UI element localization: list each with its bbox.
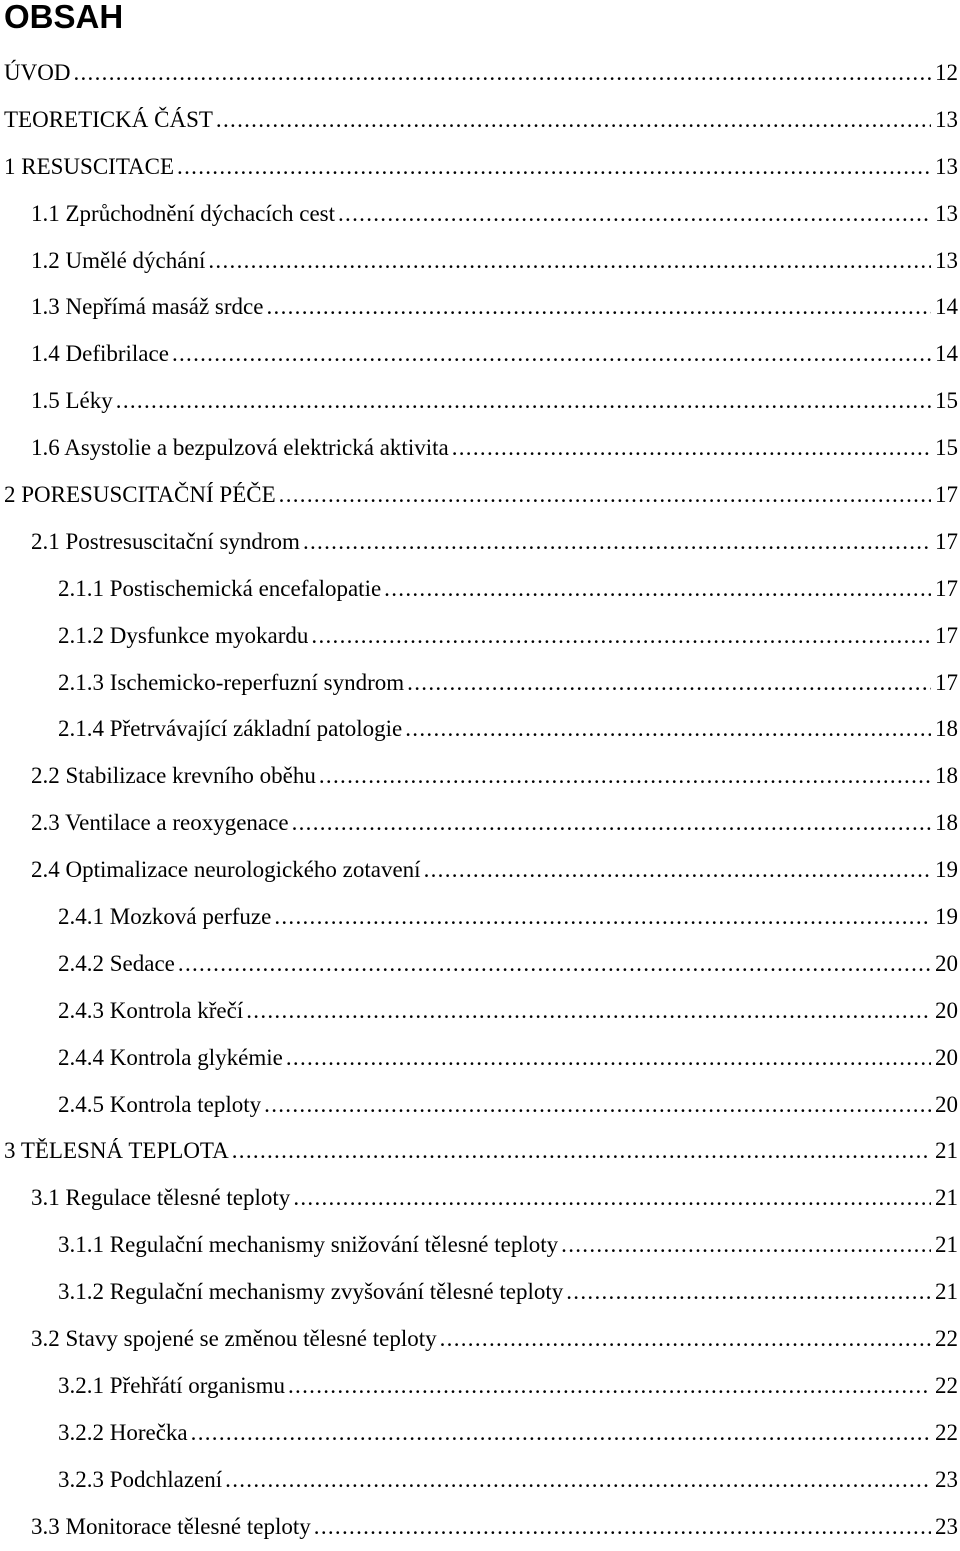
toc-entry-page-number: 22 [935,1372,958,1398]
toc-entry[interactable] [0,378,960,425]
dot-leader [178,950,931,978]
toc-entry[interactable] [0,238,960,285]
toc-entry-page-number: 18 [935,716,958,742]
toc-entry-title: 3 TĚLESNÁ TEPLOTA [4,1138,229,1164]
toc-entry-title: 3.2.2 Horečka [58,1419,188,1445]
dot-leader [384,575,931,603]
toc-entry[interactable] [0,425,960,472]
toc-entry-title: 1.4 Defibrilace [31,341,169,367]
toc-entry-title: 3.1.1 Regulační mechanismy snižování tělesné teploty [58,1232,559,1258]
toc-entry-title: 2.4.3 Kontrola křečí [58,997,244,1023]
toc-entry[interactable] [0,1363,960,1410]
dot-leader [561,1231,931,1259]
toc-entry[interactable] [0,50,960,97]
toc-entry[interactable] [0,1175,960,1222]
toc-entry-title: 3.2.1 Přehřátí organismu [58,1372,285,1398]
dot-leader [246,997,931,1025]
toc-entry[interactable] [0,706,960,753]
toc-entry-title: 1 RESUSCITACE [4,153,175,179]
dot-leader [424,856,931,884]
toc-entry-title: 2.1 Postresuscitační syndrom [31,528,300,554]
toc-entry-title: 3.2.3 Podchlazení [58,1466,223,1492]
toc-entry[interactable] [0,284,960,331]
toc-entry[interactable] [0,894,960,941]
toc-entry-page-number: 21 [935,1138,958,1164]
dot-leader [225,1466,931,1494]
toc-entry[interactable] [0,566,960,613]
dot-leader [191,1419,931,1447]
toc-entry[interactable] [0,331,960,378]
dot-leader [286,1044,931,1072]
toc-entry-page-number: 17 [935,669,958,695]
toc-entry-title: 1.6 Asystolie a bezpulzová elektrická aktivita [31,435,449,461]
toc-entry[interactable] [0,472,960,519]
dot-leader [279,481,931,509]
dot-leader [319,762,931,790]
toc-entry-title: 3.1 Regulace tělesné teploty [31,1185,291,1211]
toc-entry-title: 3.3 Monitorace tělesné teploty [31,1513,311,1539]
toc-entry-page-number: 19 [935,904,958,930]
dot-leader [73,59,931,87]
toc-entry-page-number: 17 [935,528,958,554]
dot-leader [452,434,931,462]
dot-leader [208,247,931,275]
toc-entry[interactable] [0,1128,960,1175]
toc-entry-page-number: 23 [935,1513,958,1539]
toc-entry-page-number: 20 [935,1044,958,1070]
toc-entry[interactable] [0,1222,960,1269]
dot-leader [407,669,931,697]
toc-entry[interactable] [0,97,960,144]
dot-leader [177,153,931,181]
toc-entry-page-number: 20 [935,950,958,976]
toc-entry-title: 2.4.4 Kontrola glykémie [58,1044,283,1070]
dot-leader [216,106,931,134]
toc-entry[interactable] [0,660,960,707]
toc-entry-page-number: 23 [935,1466,958,1492]
toc-entry-page-number: 13 [935,106,958,132]
toc-entry[interactable] [0,1269,960,1316]
dot-leader [440,1325,931,1353]
toc-entry-title: 2.4.5 Kontrola teploty [58,1091,262,1117]
toc-entry-page-number: 21 [935,1185,958,1211]
toc-entry-title: 2.4.2 Sedace [58,950,175,976]
toc-entry-page-number: 15 [935,388,958,414]
dot-leader [274,903,931,931]
toc-entry-title: 2.1.1 Postischemická encefalopatie [58,575,382,601]
toc-entry[interactable] [0,1504,960,1551]
dot-leader [116,387,931,415]
toc-entry-page-number: 18 [935,763,958,789]
toc-entry[interactable] [0,613,960,660]
toc-entry[interactable] [0,753,960,800]
toc-entry-title: 3.1.2 Regulační mechanismy zvyšování tělesné teploty [58,1279,564,1305]
toc-entry-title: ÚVOD [4,60,71,85]
dot-leader [172,340,931,368]
dot-leader [311,622,931,650]
toc-entry-page-number: 17 [935,482,958,508]
toc-entry-title: 3.2 Stavy spojené se změnou tělesné teploty [31,1326,437,1352]
toc-entry-page-number: 14 [935,341,958,367]
toc-entry-page-number: 22 [935,1419,958,1445]
toc-entry[interactable] [0,1457,960,1504]
toc-entry-page-number: 19 [935,857,958,883]
toc-entry-title: 1.1 Zprůchodnění dýchacích cest [31,200,335,226]
dot-leader [266,293,931,321]
toc-entry-page-number: 18 [935,810,958,836]
page-title: OBSAH [4,0,124,35]
dot-leader [405,715,931,743]
toc-entry-page-number: 20 [935,1091,958,1117]
toc-entry-page-number: 13 [935,200,958,226]
dot-leader [264,1091,931,1119]
dot-leader [292,809,931,837]
toc-entry[interactable] [0,1316,960,1363]
toc-entry-page-number: 17 [935,622,958,648]
toc-entry[interactable] [0,519,960,566]
toc-entry-page-number: 13 [935,153,958,179]
toc-entry-title: 1.3 Nepřímá masáž srdce [31,294,264,320]
dot-leader [566,1278,931,1306]
toc-entry[interactable] [0,800,960,847]
toc-entry-title: 1.5 Léky [31,388,113,414]
toc-entry-title: 1.2 Umělé dýchání [31,247,206,273]
toc-entry[interactable] [0,988,960,1035]
toc-entry-page-number: 13 [935,247,958,273]
toc-entry-title: 2.4.1 Mozková perfuze [58,904,272,930]
toc-entry[interactable] [0,144,960,191]
toc-entry[interactable] [0,1035,960,1082]
toc-entry[interactable] [0,191,960,238]
toc-entry-page-number: 21 [935,1279,958,1305]
dot-leader [303,528,931,556]
toc-entry-title: 2 PORESUSCITAČNÍ PÉČE [4,482,276,508]
table-of-contents [0,50,960,1551]
toc-entry-page-number: 22 [935,1326,958,1352]
dot-leader [232,1137,931,1165]
toc-entry-title: 2.2 Stabilizace krevního oběhu [31,763,316,789]
toc-entry-title: 2.4 Optimalizace neurologického zotavení [31,857,421,883]
toc-entry[interactable] [0,941,960,988]
toc-entry[interactable] [0,847,960,894]
dot-leader [293,1184,931,1212]
toc-entry[interactable] [0,1082,960,1129]
toc-entry-title: TEORETICKÁ ČÁST [4,106,213,132]
toc-entry-page-number: 20 [935,997,958,1023]
toc-entry-title: 2.1.2 Dysfunkce myokardu [58,622,309,648]
toc-entry-title: 2.3 Ventilace a reoxygenace [31,810,289,836]
dot-leader [314,1513,931,1541]
toc-entry-page-number: 21 [935,1232,958,1258]
toc-entry-page-number: 12 [935,60,958,85]
toc-entry-page-number: 14 [935,294,958,320]
dot-leader [338,200,931,228]
toc-entry-page-number: 15 [935,435,958,461]
toc-entry-page-number: 17 [935,575,958,601]
toc-entry-title: 2.1.4 Přetrvávající základní patologie [58,716,403,742]
dot-leader [288,1372,931,1400]
toc-entry-title: 2.1.3 Ischemicko-reperfuzní syndrom [58,669,405,695]
toc-entry[interactable] [0,1410,960,1457]
